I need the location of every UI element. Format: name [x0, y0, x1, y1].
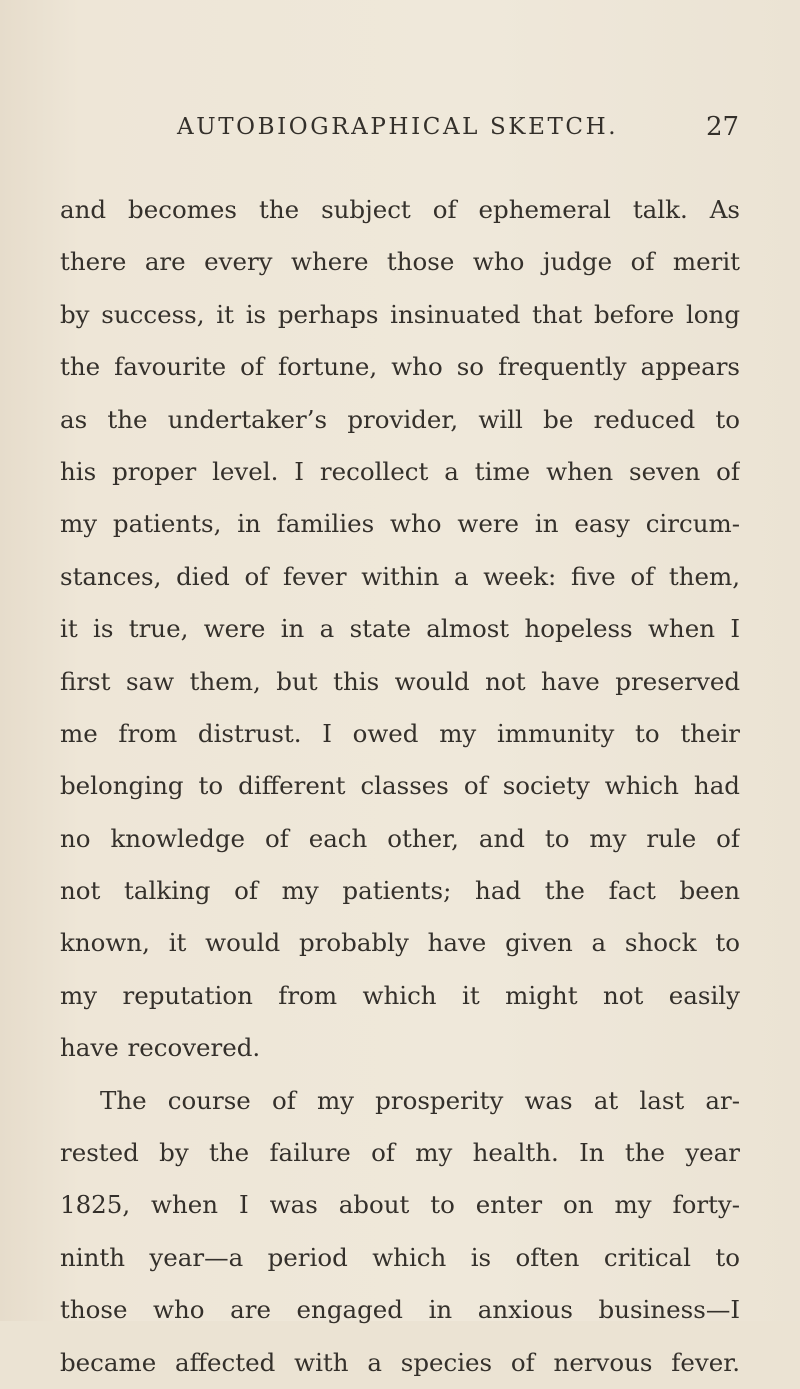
text-line: there are every where those who judge of merit	[60, 247, 740, 277]
text-line: my reputation from which it might not easily	[60, 980, 740, 1010]
text-line: stances, died of fever within a week: five of them,	[60, 561, 740, 591]
text-line: known, it would probably have given a shock to	[60, 928, 740, 958]
text-line: my patients, in families who were in easy circum-	[60, 509, 740, 539]
text-line: by success, it is perhaps insinuated that before long	[60, 299, 740, 329]
text-line: as the undertaker’s provider, will be reduced to	[60, 404, 740, 434]
text-line: 1825, when I was about to enter on my forty-	[60, 1190, 740, 1220]
running-title: AUTOBIOGRAPHICAL SKETCH.	[177, 114, 619, 140]
text-line: became affected with a species of nervous fever.	[60, 1347, 740, 1377]
text-line: ninth year—a period which is often critical to	[60, 1242, 740, 1272]
text-line: and becomes the subject of ephemeral talk. As	[60, 195, 740, 224]
text-line: it is true, were in a state almost hopeless when I	[60, 614, 740, 644]
page-number: 27	[706, 112, 740, 142]
text-line: not talking of my patients; had the fact been	[60, 876, 740, 906]
text-line: me from distrust. I owed my immunity to their	[60, 718, 740, 748]
text-line: belonging to different classes of society which had	[60, 771, 740, 801]
body-text	[60, 184, 740, 1389]
paragraph-1	[60, 184, 740, 1075]
text-line: the favourite of fortune, who so frequently appears	[60, 352, 740, 382]
text-line: The course of my prosperity was at last ar-	[100, 1085, 740, 1115]
text-line: his proper level. I recollect a time when seven of	[60, 456, 740, 486]
running-head	[0, 114, 800, 144]
text-line: first saw them, but this would not have preserved	[60, 666, 740, 696]
text-line: have recovered.	[60, 1033, 261, 1063]
text-line: no knowledge of each other, and to my rule of	[60, 823, 740, 853]
text-line: those who are engaged in anxious business—I	[60, 1295, 740, 1325]
text-line: rested by the failure of my health. In the year	[60, 1138, 740, 1168]
paragraph-2	[60, 1075, 740, 1389]
